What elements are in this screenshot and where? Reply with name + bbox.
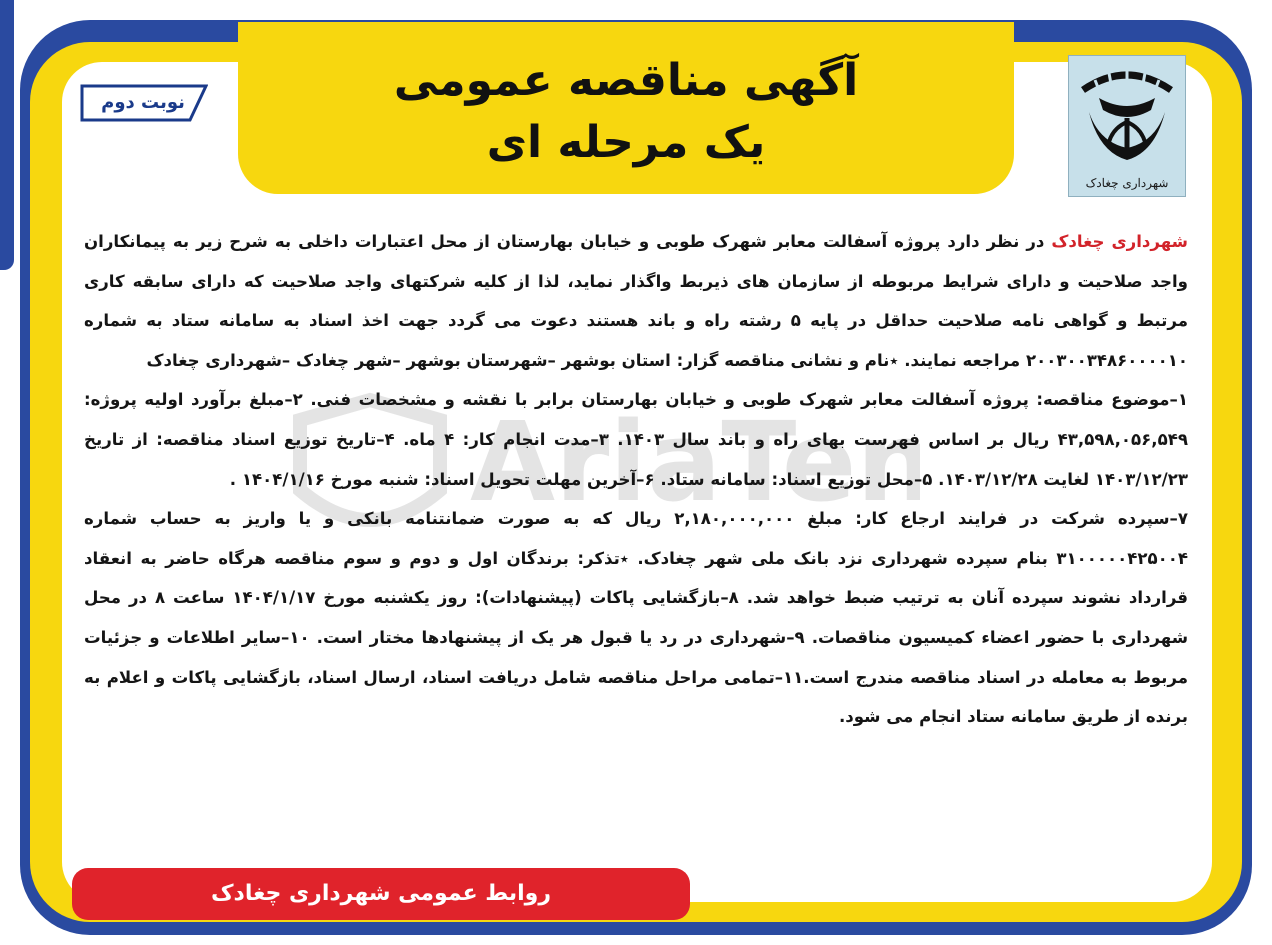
deposit-terms-paragraph: ۷–سپرده شرکت در فرایند ارجاع کار: مبلغ ۲,۱۸۰,۰۰۰,۰۰۰ ریال که به صورت ضمانتنامه بانکی و یا واریز به حساب شماره ۳۱۰۰۰۰۰۴۲۵۰۰۴ بنام سپرده شهرداری نزد بانک ملی شهر چغادک. ٭تذکر: برندگان اول و دوم و سوم مناقصه هرگاه حاضر به انعقاد قرارداد نشوند سپرده آنان به ترتیب ضبط خواهد شد. ۸–بازگشایی پاکات (پیشنهادات): روز یکشنبه مورخ ۱۴۰۴/۱/۱۷ ساعت ۸ در محل شهرداری با حضور اعضاء کمیسیون مناقصات. ۹–شهرداری در رد یا قبول هر یک از پیشنهادها مختار است. ۱۰–سایر اطلاعات و جزئیات مربوط به معامله در اسناد مناقصه مندرج است.۱۱–تمامی مراحل مناقصه شامل دریافت اسناد، ارسال اسناد، بازگشایی پاکات و اعلام به برنده از طریق سامانه ستاد انجام می شود. xyxy=(84,509,1189,727)
badge-label: نوبت دوم xyxy=(101,92,185,113)
round-badge xyxy=(78,82,208,124)
page-subtitle: یک مرحله ای xyxy=(486,117,766,168)
logo-emblem-icon xyxy=(1069,56,1185,196)
tender-details-paragraph: ۱–موضوع مناقصه: پروژه آسفالت معابر شهرک طوبی و خیابان بهارستان برابر با نقشه و مشخصات فنی. ۲–مبلغ برآورد اولیه پروژه: ۴۳,۵۹۸,۰۵۶,۵۴۹ ریال بر اساس فهرست بهای راه و باند سال ۱۴۰۳. ۳–مدت انجام کار: ۴ ماه. ۴–تاریخ توزیع اسناد مناقصه: از تاریخ ۱۴۰۳/۱۲/۲۳ لغایت ۱۴۰۳/۱۲/۲۸. ۵–محل توزیع اسناد: سامانه ستاد. ۶–آخرین مهلت تحویل اسناد: شنبه مورخ ۱۴۰۴/۱/۱۶ . xyxy=(84,390,1188,489)
logo-caption: شهرداری چغادک xyxy=(1085,176,1169,190)
watermark-text: AriaTen xyxy=(470,398,920,526)
municipality-logo xyxy=(1068,55,1186,197)
intro-text: در نظر دارد پروژه آسفالت معابر شهرک طوبی و خیابان بهارستان از محل اعتبارات داخلی به شرح زیر به پیمانکاران واجد صلاحیت و دارای شرایط مربوطه از سازمان های ذیربط واگذار نماید، لذا از کلیه شرکتهای واجد صلاحیت که دارای سابقه کاری مرتبط و گواهی نامه صلاحیت حداقل در پایه ۵ رشته راه و باند هستند دعوت می گردد جهت اخذ اسناد به سامانه ستاد به شماره ۲۰۰۳۰۰۳۴۸۶۰۰۰۰۱۰ مراجعه نمایند. ٭نام و نشانی مناقصه گزار: استان بوشهر –شهرستان بوشهر –شهر چغادک –شهرداری چغادک xyxy=(84,232,1188,370)
issuer-name: شهرداری چغادک xyxy=(1051,232,1189,251)
footer-public-relations: روابط عمومی شهرداری چغادک xyxy=(72,868,690,920)
announcement-body xyxy=(84,222,1188,737)
page-title: آگهی مناقصه عمومی xyxy=(393,55,859,106)
title-banner xyxy=(238,22,1014,194)
intro-paragraph xyxy=(84,222,1188,380)
left-frame-edge xyxy=(0,0,14,270)
